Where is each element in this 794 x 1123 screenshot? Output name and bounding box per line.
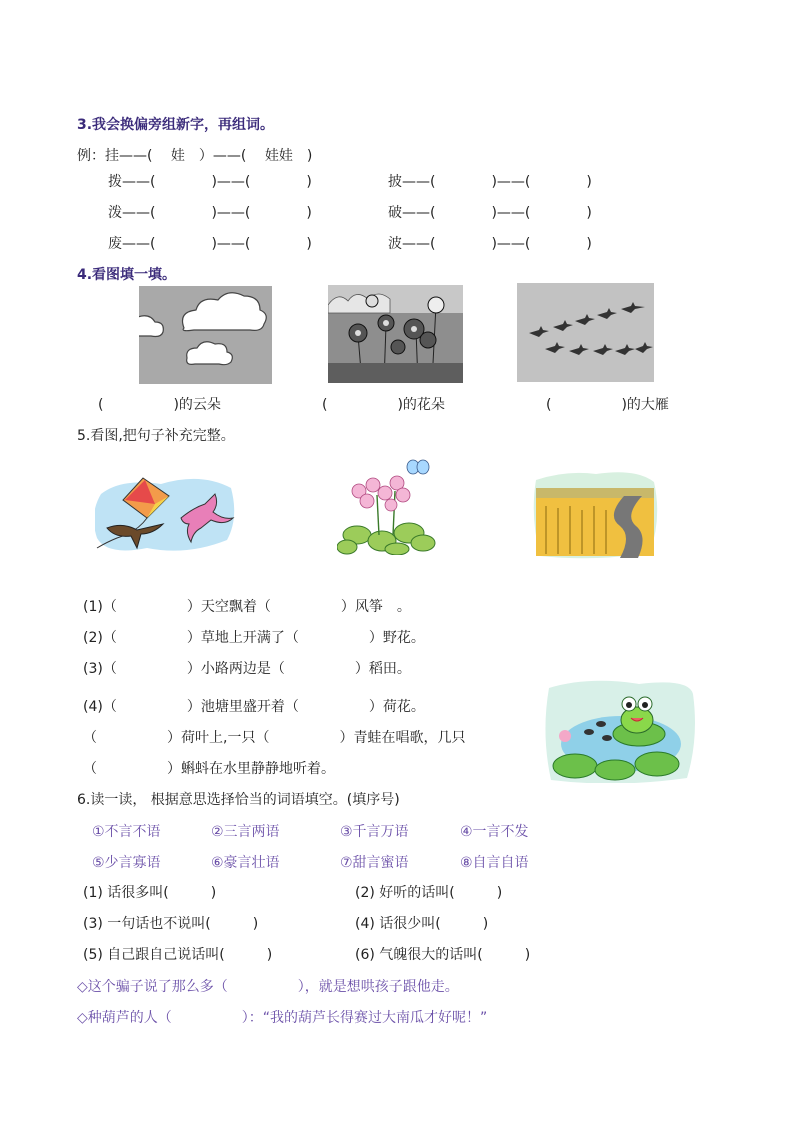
q5-line6: （ ）蝌蚪在水里静静地听着。 xyxy=(83,761,335,777)
q5-line3: (3)（ ）小路两边是（ ）稻田。 xyxy=(83,661,411,677)
q6-item-1: (1) 话很多叫( ) xyxy=(83,885,217,901)
q5-line4: (4)（ ）池塘里盛开着（ ）荷花。 xyxy=(83,699,425,715)
q3-example: 例：挂——( 娃 ）——( 娃娃 ) xyxy=(77,148,313,164)
q6-option-3: ③千言万语 xyxy=(340,824,409,840)
q6-item-2: (2) 好听的话叫( ) xyxy=(355,885,503,901)
q3-row1-right: 披——( )——( ) xyxy=(388,174,592,190)
q4-caption-geese: ( )的大雁 xyxy=(546,397,669,413)
q6-option-8: ⑧自言自语 xyxy=(460,855,529,871)
q6-sentence-2: ◇种葫芦的人（ ）：“我的葫芦长得赛过大南瓜才好呢！” xyxy=(77,1010,488,1026)
q3-row3-left: 废——( )——( ) xyxy=(108,236,312,252)
q3-row1-left: 拨——( )——( ) xyxy=(108,174,312,190)
q6-item-5: (5) 自己跟自己说话叫( ) xyxy=(83,947,273,963)
clouds-picture xyxy=(139,286,272,384)
q3-title: 3.我会换偏旁组新字，再组词。 xyxy=(77,117,275,133)
q3-row2-left: 泼——( )——( ) xyxy=(108,205,312,221)
q6-item-6: (6) 气魄很大的话叫( ) xyxy=(355,947,531,963)
flowers-picture xyxy=(328,285,463,383)
q4-caption-flowers: ( )的花朵 xyxy=(322,397,445,413)
q6-title: 6.读一读， 根据意思选择恰当的词语填空。(填序号) xyxy=(77,792,400,808)
q5-line2: (2)（ ）草地上开满了（ ）野花。 xyxy=(83,630,425,646)
q6-option-4: ④一言不发 xyxy=(460,824,529,840)
q5-title: 5.看图,把句子补充完整。 xyxy=(77,428,235,444)
q3-row2-right: 破——( )——( ) xyxy=(388,205,592,221)
q5-line5: （ ）荷叶上,一只（ ）青蛙在唱歌，几只 xyxy=(83,730,466,746)
q6-item-3: (3) 一句话也不说叫( ) xyxy=(83,916,259,932)
q4-caption-clouds: ( )的云朵 xyxy=(98,397,221,413)
q5-line1: (1)（ ）天空飘着（ ）风筝 。 xyxy=(83,599,411,615)
q4-title: 4.看图填一填。 xyxy=(77,267,177,283)
q6-option-6: ⑥豪言壮语 xyxy=(211,855,280,871)
q3-row3-right: 波——( )——( ) xyxy=(388,236,592,252)
q6-option-2: ②三言两语 xyxy=(211,824,280,840)
q6-option-7: ⑦甜言蜜语 xyxy=(340,855,409,871)
q6-item-4: (4) 话很少叫( ) xyxy=(355,916,489,932)
q6-option-5: ⑤少言寡语 xyxy=(92,855,161,871)
geese-picture xyxy=(517,283,654,382)
wildflowers-picture xyxy=(337,455,437,555)
rice-field-picture xyxy=(532,466,659,560)
kites-picture xyxy=(95,474,238,554)
frog-pond-picture xyxy=(545,678,695,783)
q6-sentence-1: ◇这个骗子说了那么多（ ），就是想哄孩子跟他走。 xyxy=(77,979,459,995)
q6-option-1: ①不言不语 xyxy=(92,824,161,840)
